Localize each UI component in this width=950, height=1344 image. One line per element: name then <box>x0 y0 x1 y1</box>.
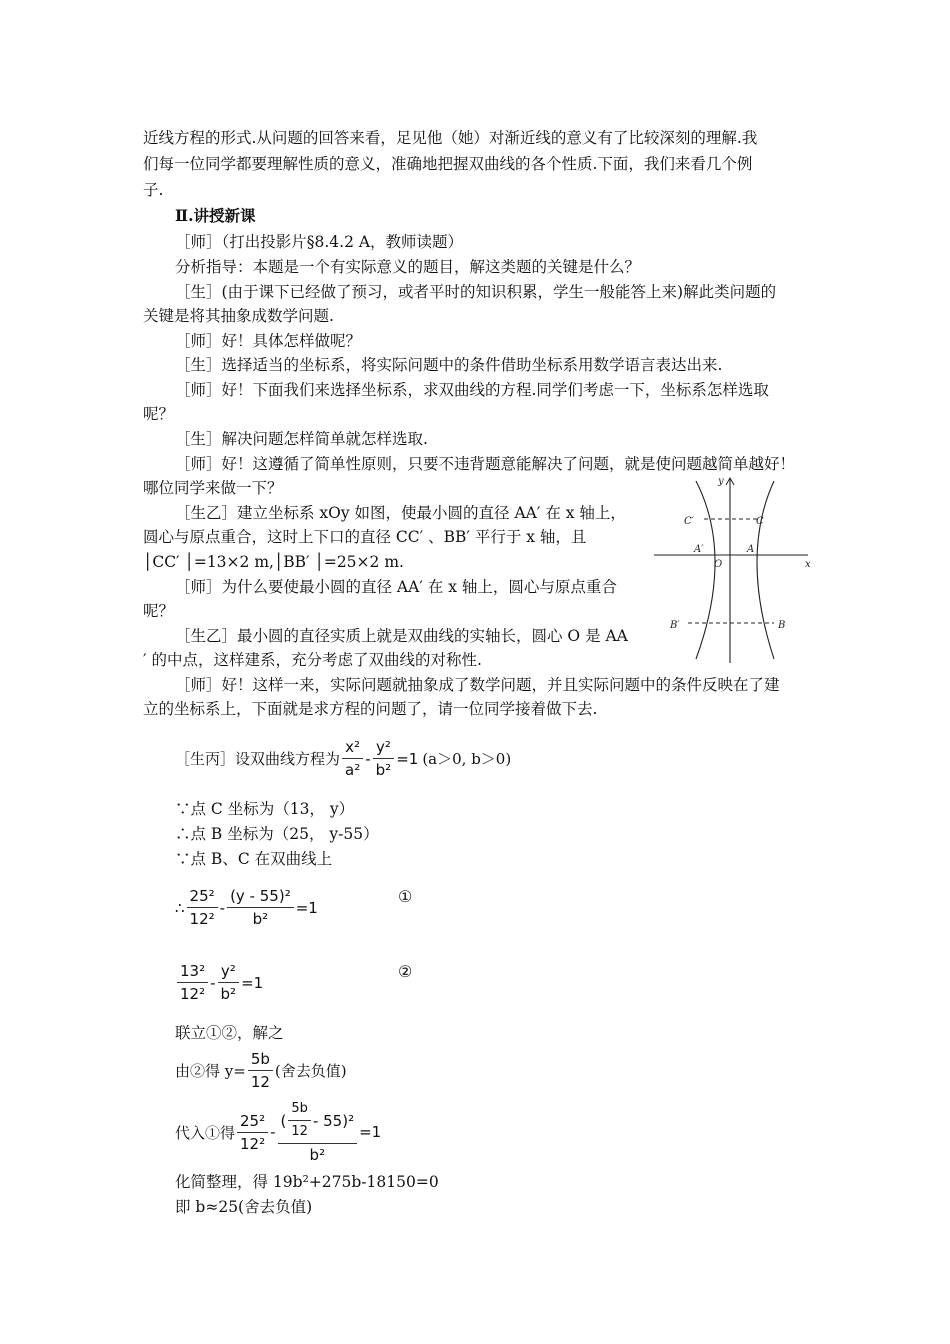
label-a: A <box>747 544 755 555</box>
fraction: $\frac{\text{y²}}{\text{b²}}$ <box>373 738 395 779</box>
paragraph-line: 子. <box>143 181 164 199</box>
dialogue-line: ′ 的中点，这样建系，充分考虑了双曲线的对称性. <box>143 651 482 669</box>
label-x: x <box>805 559 811 570</box>
fraction: $\frac{\text{25²}}{\text{12²}}$ <box>187 887 218 928</box>
hyperbola-left-branch <box>696 481 715 659</box>
equation-marker-2: ② <box>398 962 413 981</box>
dialogue-line: ［师］好！下面我们来选择坐标系，求双曲线的方程.同学们考虑一下，坐标系怎样选取 <box>175 381 769 399</box>
label-c-prime: C′ <box>684 516 694 527</box>
dialogue-line: ［师］为什么要使最小圆的直径 AA′ 在 x 轴上，圆心与原点重合 <box>175 578 617 596</box>
label-o: O <box>714 559 723 570</box>
label-b: B <box>778 620 786 631</box>
dialogue-line: ［师］好！这遵循了简单性原则，只要不违背题意能解决了问题，就是使问题越简单越好！ <box>175 455 796 473</box>
solution-line: 联立①②，解之 <box>175 1024 284 1042</box>
dialogue-line: 呢？ <box>143 602 175 620</box>
fraction: $\frac{\text{25²}}{\text{12²}}$ <box>237 1112 268 1153</box>
equation-setup: ［生丙］设双曲线方程为 $\frac{\text{x²}}{\text{a²}}$ - $\frac{\text{y²}}{\text{b²}}$ =1 (a＞0, b＞0) <box>175 738 512 779</box>
solution-line: 即 b≈25(舍去负值) <box>175 1198 313 1216</box>
label-a-prime: A′ <box>694 544 704 555</box>
dialogue-line: ［师］好！这样一来，实际问题就抽象成了数学问题，并且实际问题中的条件反映在了建 <box>175 676 780 694</box>
fraction: $\frac{\text{13²}}{\text{12²}}$ <box>177 962 208 1003</box>
dialogue-line: ［师］（打出投影片§8.4.2 A，教师读题） <box>175 233 464 251</box>
dialogue-line: ［师］好！具体怎样做呢？ <box>175 332 362 350</box>
solve-y: 由②得 y= $\frac{5b}{12}$ (舍去负值) <box>175 1050 347 1091</box>
dialogue-line: ［生］选择适当的坐标系，将实际问题中的条件借助坐标系用数学语言表达出来. <box>175 356 723 374</box>
hyperbola-figure <box>650 475 820 665</box>
dialogue-line: 呢？ <box>143 405 175 423</box>
fraction: $\frac{5b}{12}$ <box>248 1050 273 1091</box>
fraction: $\frac{\text{y²}}{\text{b²}}$ <box>218 962 240 1003</box>
substitution: 代入①得 $\frac{\text{25²}}{\text{12²}}$ - ( $\frac{5b}{12}$ - 55)² b² =1 <box>175 1101 382 1164</box>
label-c: C <box>756 516 764 527</box>
equation-marker-1: ① <box>398 887 413 906</box>
dialogue-line: ［生］(由于课下已经做了预习，或者平时的知识积累，学生一般能答上来)解此类问题的 <box>175 283 777 301</box>
paragraph-line: 们每一位同学都要理解性质的意义，准确地把握双曲线的各个性质.下面，我们来看几个例 <box>143 155 753 173</box>
solution-line: ∵点 B、C 在双曲线上 <box>175 850 333 868</box>
dialogue-line: ［生乙］最小圆的直径实质上就是双曲线的实轴长，圆心 O 是 AA <box>175 627 628 645</box>
solution-line: ∵点 C 坐标为（13， y） <box>175 800 355 818</box>
dialogue-line: 圆心与原点重合，这时上下口的直径 CC′ 、BB′ 平行于 x 轴，且 <box>143 528 587 546</box>
dialogue-line: 立的坐标系上，下面就是求方程的问题了，请一位同学接着做下去. <box>143 700 598 718</box>
dialogue-line: ［生］解决问题怎样简单就怎样选取. <box>175 430 428 448</box>
dialogue-line: ［生乙］建立坐标系 xOy 如图，使最小圆的直径 AA′ 在 x 轴上， <box>175 504 626 522</box>
dialogue-line: │CC′ │=13×2 m,│BB′ │=25×2 m. <box>143 553 404 571</box>
hyperbola-right-branch <box>757 481 774 659</box>
label-y: y <box>718 476 724 487</box>
equation-2: $\frac{\text{13²}}{\text{12²}}$ - $\frac{\text{y²}}{\text{b²}}$ =1 <box>175 962 263 1003</box>
equation-1: ∴ $\frac{\text{25²}}{\text{12²}}$ - $\frac{\text{(y - 55)²}}{\text{b²}}$ =1 <box>175 887 318 928</box>
dialogue-line: 哪位同学来做一下？ <box>143 479 283 497</box>
label-b-prime: B′ <box>670 620 680 631</box>
dialogue-line: 关键是将其抽象成数学问题. <box>143 307 334 325</box>
dialogue-line: 分析指导：本题是一个有实际意义的题目，解这类题的关键是什么？ <box>175 258 641 276</box>
paragraph-line: 近线方程的形式.从问题的回答来看，足见他（她）对渐近线的意义有了比较深刻的理解.我 <box>143 129 758 147</box>
solution-line: ∴点 B 坐标为（25， y-55） <box>175 825 379 843</box>
solution-line: 化简整理，得 19b²+275b-18150=0 <box>175 1173 439 1191</box>
fraction: ( $\frac{5b}{12}$ - 55)² b² <box>278 1100 358 1164</box>
fraction: $\frac{\text{(y - 55)²}}{\text{b²}}$ <box>227 887 294 928</box>
fraction: $\frac{\text{x²}}{\text{a²}}$ <box>342 738 363 779</box>
section-heading: Ⅱ.讲授新课 <box>175 206 256 225</box>
